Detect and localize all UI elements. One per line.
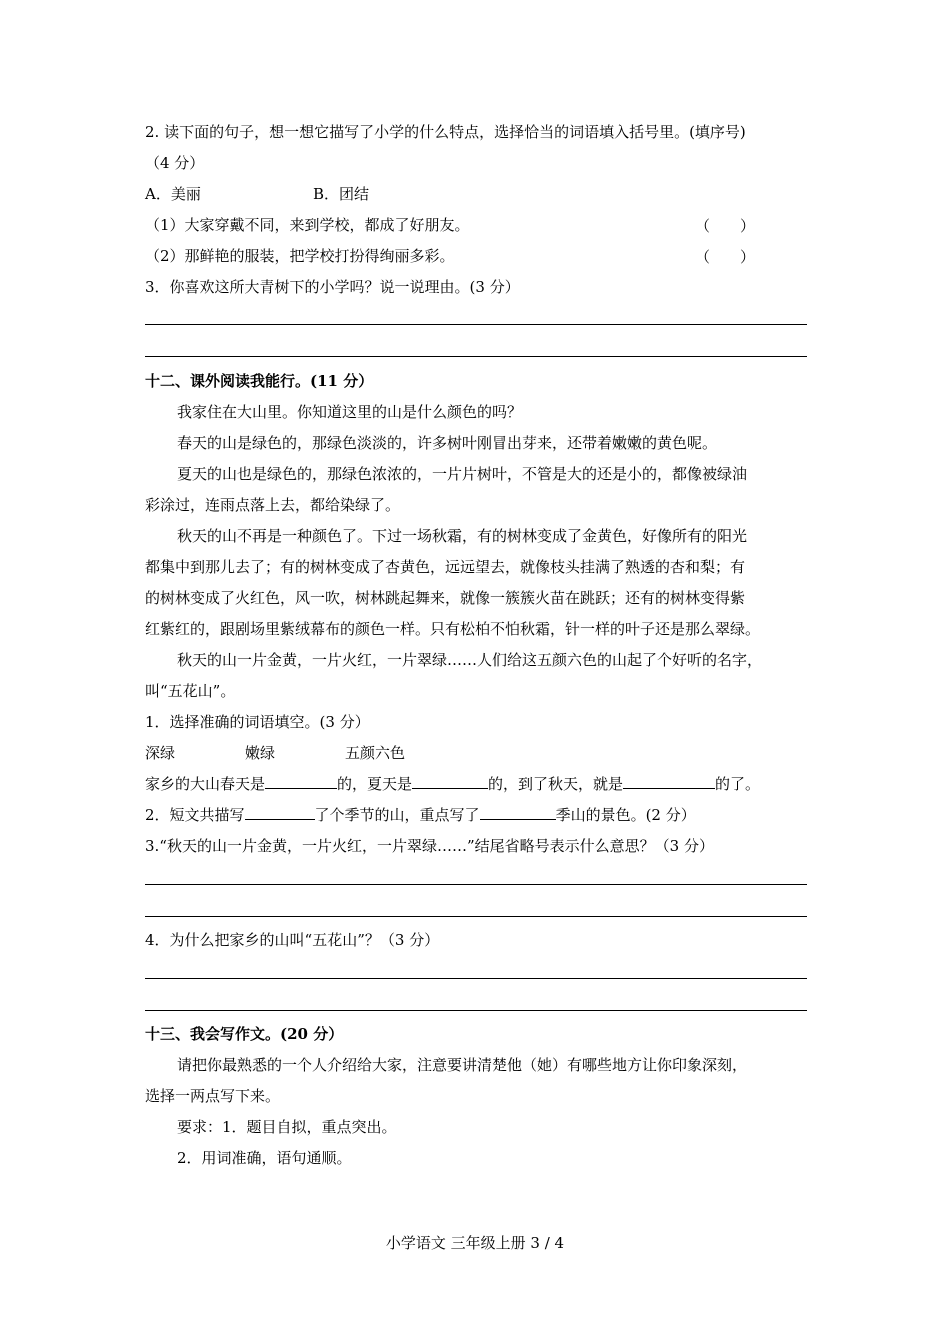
question-2-line2: （4 分） xyxy=(145,154,205,172)
reading-question-1: 1．选择准确的词语填空。(3 分） xyxy=(145,713,370,731)
passage-p4-line3: 的树林变成了火红色，风一吹，树林跳起舞来，就像一簇簇火苗在跳跃；还有的树林变得紫 xyxy=(145,589,746,607)
blank-2[interactable] xyxy=(412,774,488,789)
passage-p4-line1: 秋天的山不再是一种颜色了。下过一场秋霜，有的树林变成了金黄色，好像所有的阳光 xyxy=(177,527,748,545)
question-3: 3．你喜欢这所大青树下的小学吗？说一说理由。(3 分） xyxy=(145,278,520,296)
passage-p1: 我家住在大山里。你知道这里的山是什么颜色的吗？ xyxy=(177,403,523,421)
reading-question-3: 3.“秋天的山一片金黄，一片火红，一片翠绿……”结尾省略号表示什么意思？（3 分） xyxy=(145,837,714,855)
blank-3[interactable] xyxy=(623,774,715,789)
section-12-title: 十二、课外阅读我能行。(11 分） xyxy=(145,372,374,390)
passage-p2: 春天的山是绿色的，那绿色淡淡的，许多树叶刚冒出芽来，还带着嫩嫩的黄色呢。 xyxy=(177,434,718,452)
essay-requirement-2: 2．用词准确，语句通顺。 xyxy=(177,1149,352,1167)
passage-p5-line2: 叫“五花山”。 xyxy=(145,682,236,700)
passage-p3-line2: 彩涂过，连雨点落上去，都给染绿了。 xyxy=(145,496,401,514)
word-option-3: 五颜六色 xyxy=(345,744,406,762)
answer-line xyxy=(145,356,807,357)
answer-paren-1: （ ） xyxy=(695,217,756,235)
answer-line xyxy=(145,978,807,979)
item-1: （1）大家穿戴不同，来到学校，都成了好朋友。 xyxy=(145,216,470,234)
answer-paren-2: （ ） xyxy=(695,248,756,266)
word-option-2: 嫩绿 xyxy=(245,744,276,762)
option-a: A．美丽 xyxy=(145,185,201,203)
option-b: B．团结 xyxy=(313,185,370,203)
essay-prompt-line2: 选择一两点写下来。 xyxy=(145,1087,281,1105)
passage-p5-line1: 秋天的山一片金黄，一片火红，一片翠绿……人们给这五颜六色的山起了个好听的名字， xyxy=(177,651,763,669)
reading-question-4: 4．为什么把家乡的山叫“五花山”？（3 分） xyxy=(145,931,440,949)
answer-line xyxy=(145,324,807,325)
passage-p4-line4: 红紫红的，跟剧场里紫绒幕布的颜色一样。只有松柏不怕秋霜，针一样的叶子还是那么翠绿。 xyxy=(145,620,761,638)
essay-prompt-line1: 请把你最熟悉的一个人介绍给大家，注意要讲清楚他（她）有哪些地方让你印象深刻， xyxy=(177,1056,748,1074)
answer-line xyxy=(145,884,807,885)
section-13-title: 十三、我会写作文。(20 分） xyxy=(145,1025,344,1043)
answer-line xyxy=(145,916,807,917)
essay-requirement-1: 要求：1．题目自拟，重点突出。 xyxy=(177,1118,397,1136)
passage-p3-line1: 夏天的山也是绿色的，那绿色浓浓的，一片片树叶，不管是大的还是小的，都像被绿油 xyxy=(177,465,748,483)
item-2: （2）那鲜艳的服装，把学校打扮得绚丽多彩。 xyxy=(145,247,455,265)
answer-line xyxy=(145,1010,807,1011)
word-option-1: 深绿 xyxy=(145,744,176,762)
reading-question-2: 2．短文共描写 了个季节的山，重点写了 季山的景色。(2 分） xyxy=(145,806,696,824)
page-footer: 小学语文 三年级上册 3 / 4 xyxy=(385,1234,565,1252)
question-2-line1: 2. 读下面的句子，想一想它描写了小学的什么特点，选择恰当的词语填入括号里。(填序号) xyxy=(145,123,746,141)
blank-seasons[interactable] xyxy=(245,805,315,820)
fill-blank-sentence: 家乡的大山春天是 的，夏天是 的，到了秋天，就是 的了。 xyxy=(145,775,761,793)
blank-1[interactable] xyxy=(265,774,337,789)
passage-p4-line2: 都集中到那儿去了；有的树林变成了杏黄色，远远望去，就像枝头挂满了熟透的杏和梨；有 xyxy=(145,558,746,576)
blank-focus-season[interactable] xyxy=(480,805,556,820)
